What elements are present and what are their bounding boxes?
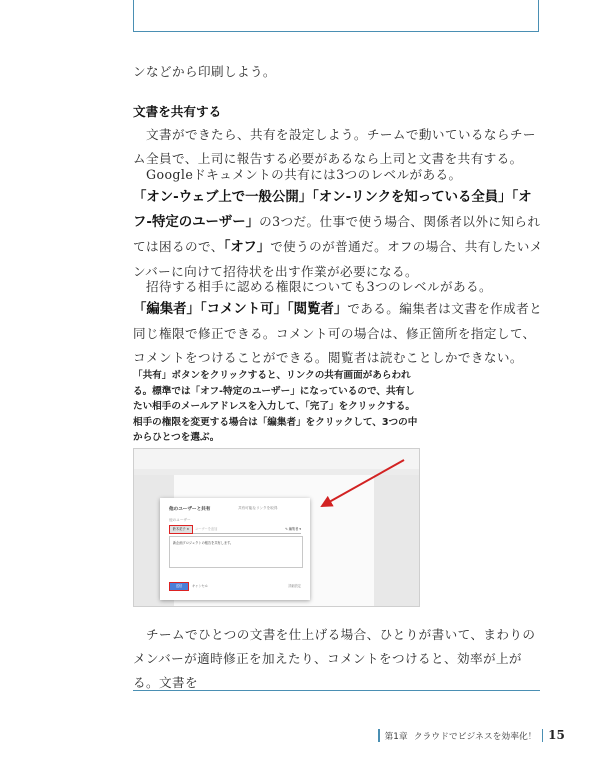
message-field[interactable] <box>169 536 303 568</box>
permission-levels-bold: 「編集者」「コメント可」「閲覧者」 <box>133 302 348 317</box>
paragraph-3-text2: で使うのが普通だ。オフの場合、共有したいメンバーに向けて招待状を出す作業が必要になる。 <box>133 239 543 279</box>
paragraph-5 <box>133 297 543 370</box>
people-input[interactable] <box>169 525 301 534</box>
footer-divider <box>378 729 380 742</box>
paragraph-6-text: チームでひとつの文書を仕上げる場合、ひとりが書いて、まわりのメンバーが適時修正を加えたり、コメントをつけると、効率が上がる。文書を <box>133 627 536 690</box>
continued-line: ンなどから印刷しよう。 <box>133 64 276 79</box>
paragraph-3 <box>133 185 543 284</box>
paragraph-4 <box>133 275 543 299</box>
docs-toolbar <box>134 449 419 470</box>
recipient-chip[interactable]: 鈴木花子 × <box>169 525 193 534</box>
paragraph-2 <box>133 163 543 187</box>
section-heading: 文書を共有する <box>133 104 222 119</box>
off-bold: 「オフ」 <box>223 240 271 255</box>
add-people-placeholder: ユーザーを追加 <box>195 527 218 531</box>
paragraph-6 <box>133 623 543 695</box>
page-footer <box>373 728 565 742</box>
chapter-label: 第1章 <box>384 731 408 742</box>
footer-rule <box>133 690 540 691</box>
paragraph-2-text: Googleドキュメントの共有には3つのレベルがある。 <box>146 167 462 182</box>
page-number: 15 <box>548 728 565 742</box>
message-text: 新企画プロジェクトの報告を共有します。 <box>173 541 234 545</box>
share-dialog-title: 他のユーザーと共有 <box>169 507 211 512</box>
people-label: 他のユーザー <box>169 518 191 522</box>
figure-caption: 「共有」ボタンをクリックすると、リンクの共有画面があらわれる。標準では「オフ-特定のユーザー」になっているので、共有したい相手のメールアドレスを入力して、「完了」をクリックする。相手の権限を変更する場合は「編集者」をクリックして、3つの中からひとつを選ぶ。 <box>133 370 418 444</box>
cancel-button[interactable]: キャンセル <box>192 584 208 588</box>
paragraph-4-text: 招待する相手に認める権限についても3つのレベルがある。 <box>146 279 492 294</box>
footer-divider-2 <box>542 729 544 742</box>
advanced-settings-link[interactable]: 詳細設定 <box>288 584 301 588</box>
paragraph-5-text: である。編集者は文書を作成者と同じ権限で修正できる。コメント可の場合は、修正箇所を指定して、コメントをつけることができる。閲覧者は読むことしかできない。 <box>133 301 543 365</box>
share-dialog <box>160 498 310 600</box>
chapter-title: クラウドでビジネスを効率化！ <box>413 731 537 742</box>
permission-dropdown[interactable]: ✎ 編集者 ▾ <box>285 527 301 531</box>
share-dialog-screenshot <box>133 448 420 607</box>
send-button[interactable]: 送信 <box>169 582 189 591</box>
paragraph-3-text1: の3つだ。仕事で使う場合、関係者以外に知られては困るので、 <box>133 214 541 254</box>
continued-frame <box>133 0 539 32</box>
get-link-button[interactable]: 共有可能なリンクを取得 <box>238 506 278 510</box>
paragraph-1-text: 文書ができたら、共有を設定しよう。チームで動いているならチーム全員で、上司に報告する必要があるなら上司と文書を共有する。 <box>133 127 536 166</box>
share-levels-bold: 「オン-ウェブ上で一般公開」「オン-リンクを知っている全員」「オフ-特定のユーザー」 <box>133 190 532 230</box>
